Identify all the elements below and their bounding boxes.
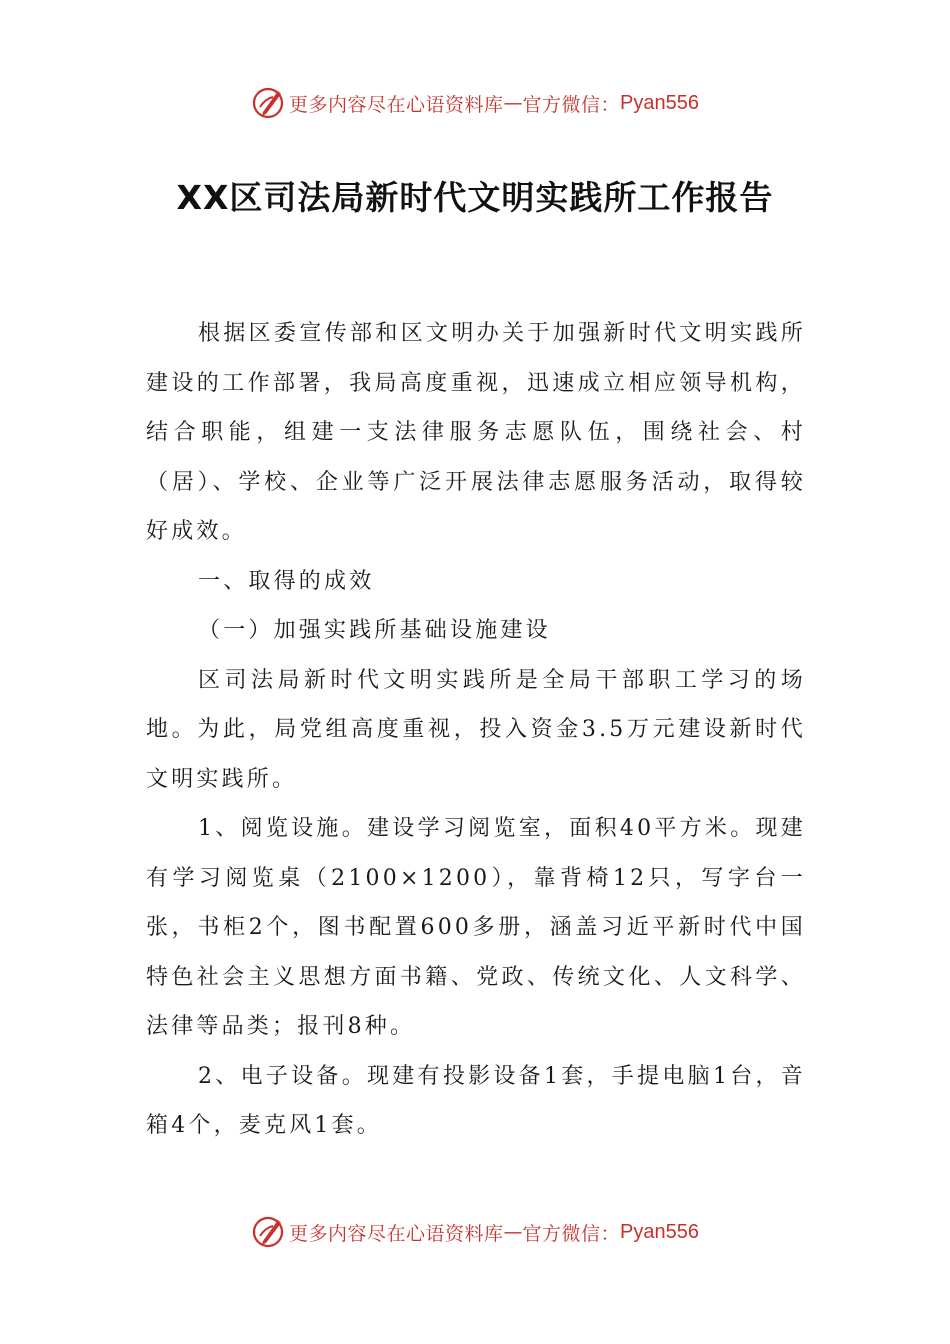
watermark-contact-prefix: 官方微信： [522, 93, 621, 116]
body-paragraph: 1、阅览设施。建设学习阅览室，面积40平方米。现建有学习阅览桌（2100×1200），靠背椅12只，写字台一张，书柜2个，图书配置600多册，涵盖习近平新时代中国特色社会主义思想方面书籍、党政、传统文化、人文科学、法律等品类；报刊8种。 [146, 816, 806, 1039]
watermark-contact-id: Pyan556 [620, 91, 699, 114]
watermark-text: 更多内容尽在心语资料库 [289, 93, 504, 116]
watermark-separator: — [503, 1221, 523, 1243]
watermark-banner-bottom [0, 1210, 950, 1254]
body-paragraph: 根据区委宣传部和区文明办关于加强新时代文明实践所建设的工作部署，我局高度重视，迅速成立相应领导机构，结合职能，组建一支法律服务志愿队伍，围绕社会、村（居）、学校、企业等广泛开展法律志愿服务活动，取得较好成效。 [146, 321, 806, 544]
pen-logo-icon [251, 1214, 287, 1250]
section-heading: 一、取得的成效 [198, 568, 375, 594]
document-title: XX区司法局新时代文明实践所工作报告 [176, 178, 774, 217]
document-body [146, 309, 806, 1151]
subsection-heading: （一）加强实践所基础设施建设 [198, 618, 551, 643]
body-paragraph: 区司法局新时代文明实践所是全局干部职工学习的场地。为此，局党组高度重视，投入资金3.5万元建设新时代文明实践所。 [146, 667, 806, 792]
watermark-separator: — [503, 92, 523, 114]
watermark-contact-prefix: 官方微信： [522, 1222, 621, 1245]
watermark-banner-top [0, 81, 950, 125]
body-paragraph: 2、电子设备。现建有投影设备1套，手提电脑1台，音箱4个，麦克风1套。 [146, 1063, 806, 1138]
watermark-contact-id: Pyan556 [620, 1220, 699, 1243]
watermark-text: 更多内容尽在心语资料库 [289, 1222, 504, 1245]
pen-logo-icon [251, 85, 287, 121]
